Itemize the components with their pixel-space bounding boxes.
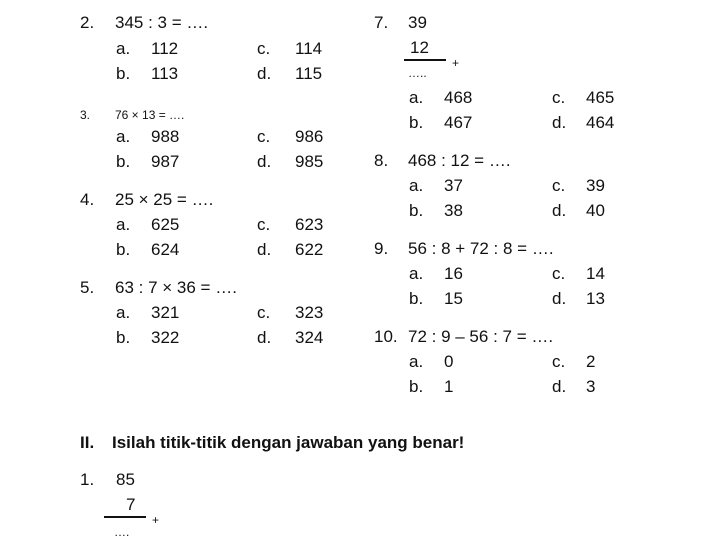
option-value: 987	[151, 152, 180, 171]
addend-second: 7	[126, 495, 136, 514]
option-value: 624	[151, 240, 180, 259]
option-label: b.	[116, 328, 131, 347]
option-value: 3	[586, 377, 596, 396]
option-label: b.	[409, 377, 424, 396]
option-value: 985	[295, 152, 324, 171]
option-value: 324	[295, 328, 324, 347]
option-label: d.	[552, 113, 567, 132]
option-value: 37	[444, 176, 463, 195]
option-value: 988	[151, 127, 180, 146]
option-label: a.	[116, 303, 131, 322]
option-value: 464	[586, 113, 615, 132]
question-text: 468 : 12 = ….	[408, 151, 511, 170]
option-label: b.	[116, 240, 131, 259]
option-value: 13	[586, 289, 605, 308]
section-instruction: Isilah titik-titik dengan jawaban yang benar!	[112, 433, 465, 452]
option-label: d.	[257, 328, 272, 347]
question-number: 2.	[80, 13, 95, 32]
option-value: 2	[586, 352, 596, 371]
option-label: a.	[409, 176, 424, 195]
option-label: c.	[257, 127, 271, 146]
option-label: c.	[552, 264, 566, 283]
option-label: c.	[257, 215, 271, 234]
option-value: 16	[444, 264, 463, 283]
question-text: 76 × 13 = ….	[115, 108, 185, 122]
option-value: 1	[444, 377, 454, 396]
option-value: 625	[151, 215, 180, 234]
option-label: a.	[116, 215, 131, 234]
option-label: b.	[116, 152, 131, 171]
option-value: 114	[295, 39, 323, 58]
option-value: 15	[444, 289, 463, 308]
question-number: 1.	[80, 470, 95, 489]
option-label: a.	[409, 264, 424, 283]
question-text: 63 : 7 × 36 = ….	[115, 278, 237, 297]
option-value: 14	[586, 264, 605, 283]
question-number: 4.	[80, 190, 95, 209]
option-value: 465	[586, 88, 615, 107]
option-value: 323	[295, 303, 324, 322]
section-numeral: II.	[80, 433, 95, 452]
option-value: 115	[295, 64, 323, 83]
addend-top: 39	[408, 13, 427, 32]
option-label: a.	[409, 88, 424, 107]
option-value: 113	[151, 64, 179, 83]
addend-second: 12	[410, 38, 429, 57]
option-label: b.	[116, 64, 131, 83]
option-label: b.	[409, 113, 424, 132]
question-number: 10.	[374, 327, 398, 346]
plus-sign: +	[152, 513, 160, 527]
question-text: 345 : 3 = ….	[115, 13, 209, 32]
option-value: 468	[444, 88, 473, 107]
option-label: b.	[409, 289, 424, 308]
option-label: d.	[257, 64, 272, 83]
question-text: 72 : 9 – 56 : 7 = ….	[408, 327, 554, 346]
sum-blank: …..	[408, 66, 427, 80]
option-label: d.	[552, 289, 567, 308]
option-label: d.	[552, 377, 567, 396]
option-value: 321	[151, 303, 180, 322]
sum-blank: ….	[114, 525, 130, 539]
option-label: c.	[552, 88, 566, 107]
option-value: 39	[586, 176, 605, 195]
option-value: 322	[151, 328, 180, 347]
option-value: 38	[444, 201, 463, 220]
option-label: d.	[257, 152, 272, 171]
sum-line	[104, 516, 146, 518]
question-number: 9.	[374, 239, 389, 258]
question-number: 3.	[80, 108, 91, 122]
plus-sign: +	[452, 56, 460, 70]
option-label: c.	[552, 176, 566, 195]
option-value: 40	[586, 201, 605, 220]
option-value: 622	[295, 240, 324, 259]
sum-line	[404, 59, 446, 61]
option-label: a.	[409, 352, 424, 371]
question-number: 8.	[374, 151, 389, 170]
question-number: 5.	[80, 278, 95, 297]
question-text: 25 × 25 = ….	[115, 190, 214, 209]
option-label: d.	[552, 201, 567, 220]
option-label: c.	[257, 303, 271, 322]
option-value: 0	[444, 352, 454, 371]
question-number: 7.	[374, 13, 389, 32]
option-value: 623	[295, 215, 324, 234]
option-label: d.	[257, 240, 272, 259]
option-label: a.	[116, 39, 131, 58]
option-label: b.	[409, 201, 424, 220]
option-label: a.	[116, 127, 131, 146]
question-text: 56 : 8 + 72 : 8 = ….	[408, 239, 554, 258]
option-value: 112	[151, 39, 179, 58]
addend-top: 85	[116, 470, 135, 489]
option-value: 467	[444, 113, 473, 132]
option-label: c.	[552, 352, 566, 371]
option-label: c.	[257, 39, 271, 58]
option-value: 986	[295, 127, 324, 146]
